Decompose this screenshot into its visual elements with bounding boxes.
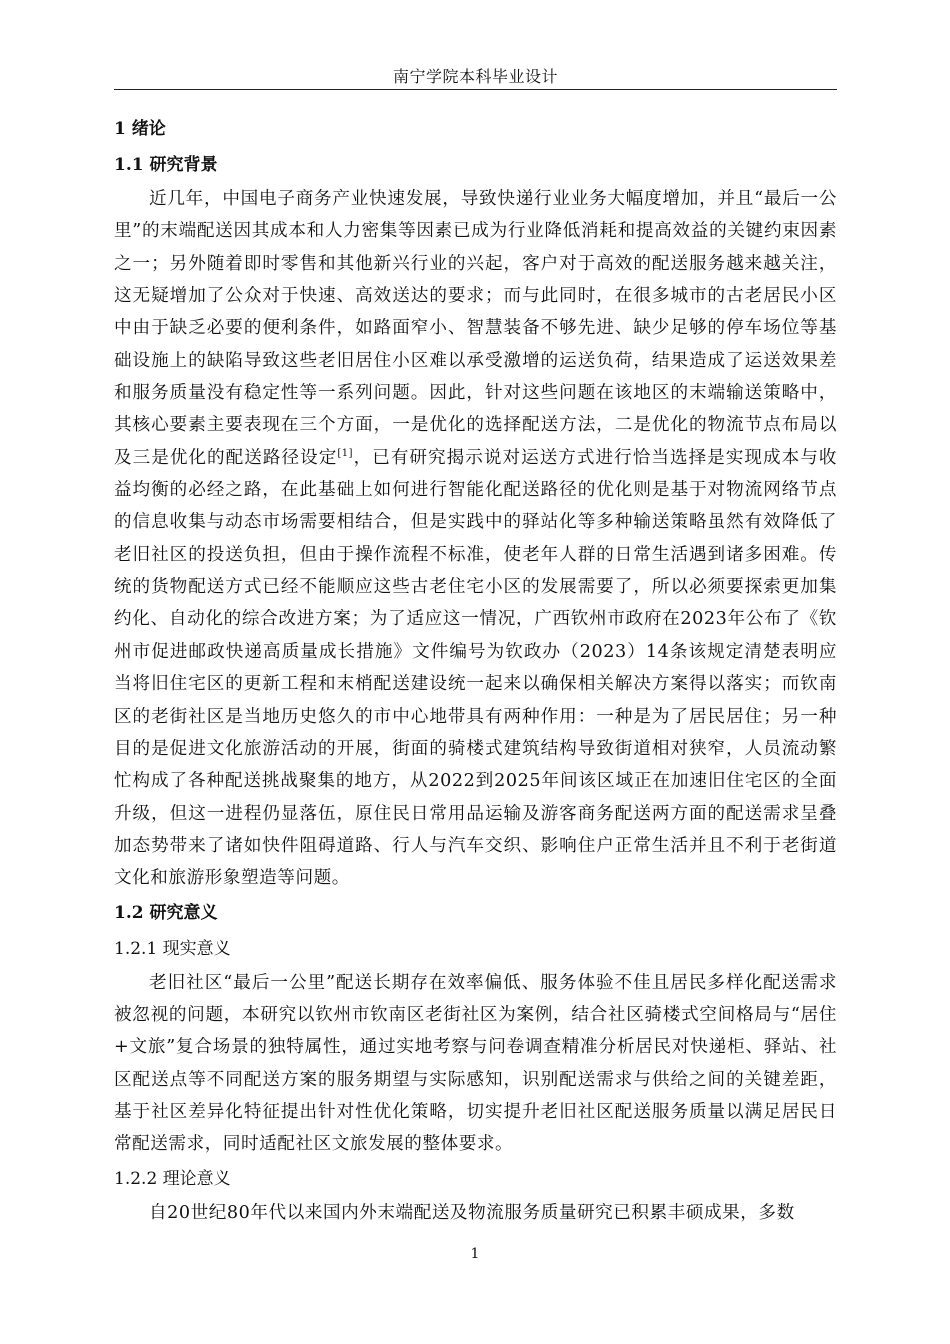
background-paragraph bbox=[114, 183, 837, 895]
section-heading-background: 1.1 研究背景 bbox=[114, 155, 218, 175]
page-number: 1 bbox=[470, 1246, 480, 1262]
background-text-part2: ，已有研究揭示说对运送方式进行恰当选择是实现成本与收益均衡的必经之路，在此基础上如何进行智能化配送路径的优化则是基于对物流网络节点的信息收集与动态市场需要相结合，但是实践中的驿站化等多种输送策略虽然有效降低了老旧社区的投送负担，但由于操作流程不标准，使老年人群的日常生活遇到诸多困难。传统的货物配送方式已经不能顺应这些古老住宅小区的发展需要了，所以必须要探索更加集约化、自动化的综合改进方案；为了适应这一情况，广西钦州市政府在2023年公布了《钦州市促进邮政快递高质量成长措施》文件编号为钦政办（2023）14条该规定清楚表明应当将旧住宅区的更新工程和末梢配送建设统一起来以确保相关解决方案得以落实；而钦南区的老街社区是当地历史悠久的市中心地带具有两种作用：一种是为了居民居住；另一种目的是促进文化旅游活动的开展，街面的骑楼式建筑结构导致街道相对狭窄，人员流动繁忙构成了各种配送挑战聚集的地方，从2022到2025年间该区域正在加速旧住宅区的全面升级，但这一进程仍显落伍，原住民日常用品运输及游客商务配送两方面的配送需求呈叠加态势带来了诸如快件阻碍道路、行人与汽车交织、影响住户正常生活并且不利于老街道文化和旅游形象塑造等问题。 bbox=[114, 447, 838, 889]
subsection-heading-theoretical: 1.2.2 理论意义 bbox=[114, 1168, 231, 1189]
theoretical-significance-paragraph: 自20世纪80年代以来国内外末端配送及物流服务质量研究已积累丰硕成果，多数 bbox=[149, 1202, 795, 1223]
header-divider bbox=[114, 89, 837, 90]
subsection-heading-practical: 1.2.1 现实意义 bbox=[114, 938, 231, 959]
background-text-part1: 近几年，中国电子商务产业快速发展，导致快递行业业务大幅度增加，并且“最后一公里”的末端配送因其成本和人力密集等因素已成为行业降低消耗和提高效益的关键约束因素之一；另外随着即时零售和其他新兴行业的兴起，客户对于高效的配送服务越来越关注，这无疑增加了公众对于快速、高效送达的要求；而与此同时，在很多城市的古老居民小区中由于缺乏必要的便利条件，如路面窄小、智慧装备不够先进、缺少足够的停车场位等基础设施上的缺陷导致这些老旧居住小区难以承受激增的运送负荷，结果造成了运送效果差和服务质量没有稳定性等一系列问题。因此，针对这些问题在该地区的末端输送策略中，其核心要素主要表现在三个方面，一是优化的选择配送方法，二是优化的物流节点布局以及三是优化的配送路径设定 bbox=[114, 189, 837, 468]
page-header-title: 南宁学院本科毕业设计 bbox=[392, 67, 558, 86]
page-body bbox=[114, 111, 837, 1229]
section-heading-significance: 1.2 研究意义 bbox=[114, 902, 218, 923]
practical-significance-paragraph: 老旧社区“最后一公里”配送长期存在效率偏低、服务体验不佳且居民多样化配送需求被忽视的问题，本研究以钦州市钦南区老街社区为案例，结合社区骑楼式空间格局与“居住+文旅”复合场景的独特属性，通过实地考察与问卷调查精准分析居民对快递柜、驿站、社区配送点等不同配送方案的服务期望与实际感知，识别配送需求与供给之间的关键差距，基于社区差异化特征提出针对性优化策略，切实提升老旧社区配送服务质量以满足居民日常配送需求，同时适配社区文旅发展的整体要求。 bbox=[114, 972, 837, 1155]
citation-reference: [1] bbox=[337, 447, 354, 459]
chapter-heading: 1 绪论 bbox=[114, 119, 166, 139]
